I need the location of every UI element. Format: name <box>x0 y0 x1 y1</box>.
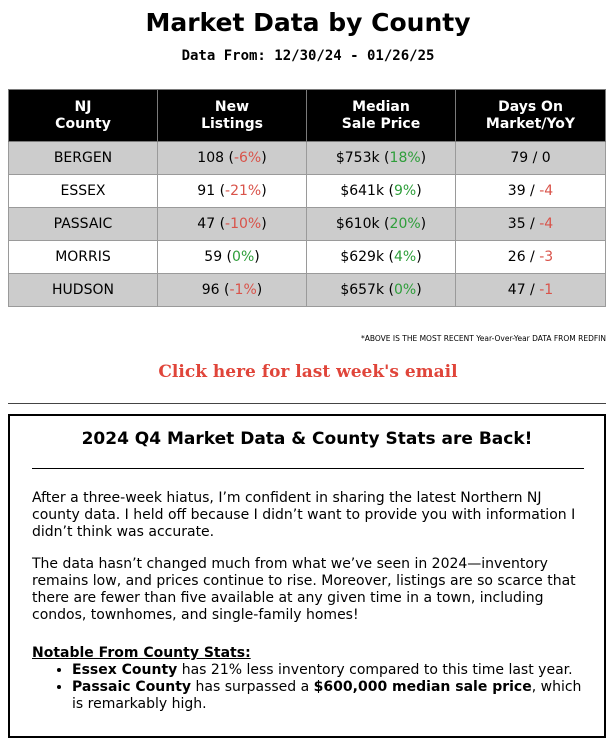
days-change: -1 <box>539 282 554 298</box>
price-change: 4% <box>393 249 417 265</box>
column-header-county: NJ County <box>9 90 158 142</box>
table-row <box>9 142 606 175</box>
days-change: -4 <box>539 183 554 199</box>
days-change: -3 <box>539 249 554 265</box>
listings-change: -6% <box>233 150 262 166</box>
article-title: 2024 Q4 Market Data & County Stats are Back! <box>81 429 533 449</box>
county-cell: HUDSON <box>9 274 158 307</box>
days-cell: 35 / -4 <box>456 208 606 241</box>
table-row <box>9 175 606 208</box>
notable-heading: Notable From County Stats: <box>32 645 251 661</box>
days-cell: 39 / -4 <box>456 175 606 208</box>
article-divider <box>32 468 584 469</box>
page-title: Market Data by County <box>145 8 471 37</box>
listings-change: -1% <box>229 282 257 298</box>
county-cell: ESSEX <box>9 175 158 208</box>
listings-change: 0% <box>232 249 255 265</box>
column-header-price: Median Sale Price <box>307 90 456 142</box>
section-divider <box>8 403 606 404</box>
price-change: 20% <box>389 216 421 232</box>
date-range: Data From: 12/30/24 - 01/26/25 <box>181 48 435 64</box>
price-cell: $753k (18%) <box>307 142 456 175</box>
listings-change: -10% <box>225 216 262 232</box>
county-cell: BERGEN <box>9 142 158 175</box>
county-data-table <box>8 89 606 307</box>
listings-cell: 47 (-10%) <box>158 208 307 241</box>
notable-list <box>32 662 588 713</box>
days-change: -4 <box>539 216 554 232</box>
listings-cell: 96 (-1%) <box>158 274 307 307</box>
listings-cell: 108 (-6%) <box>158 142 307 175</box>
days-cell: 26 / -3 <box>456 241 606 274</box>
listings-cell: 59 (0%) <box>158 241 307 274</box>
price-cell: $610k (20%) <box>307 208 456 241</box>
listings-change: -21% <box>225 183 262 199</box>
table-row <box>9 241 606 274</box>
article-paragraph: After a three-week hiatus, I’m confident in sharing the latest Northern NJ county data. I held off because I didn’t want to provide you with information I didn’t think was accurate. <box>32 490 576 540</box>
table-row <box>9 274 606 307</box>
last-week-email-link[interactable]: Click here for last week's email <box>158 362 458 382</box>
price-cell: $657k (0%) <box>307 274 456 307</box>
table-header-row <box>9 90 606 142</box>
price-cell: $641k (9%) <box>307 175 456 208</box>
list-item: • Essex County has 21% less inventory compared to this time last year. <box>72 662 588 679</box>
days-cell: 79 / 0 <box>456 142 606 175</box>
redfin-footnote: *ABOVE IS THE MOST RECENT Year-Over-Year DATA FROM REDFIN <box>360 334 606 343</box>
price-change: 18% <box>389 150 421 166</box>
county-cell: MORRIS <box>9 241 158 274</box>
column-header-days: Days On Market/YoY <box>456 90 606 142</box>
column-header-listings: New Listings <box>158 90 307 142</box>
price-change: 9% <box>393 183 417 199</box>
price-change: 0% <box>393 282 417 298</box>
listings-cell: 91 (-21%) <box>158 175 307 208</box>
article-paragraph: The data hasn’t changed much from what we’ve seen in 2024—inventory remains low, and prices continue to rise. Moreover, listings are so scarce that there are fewer than five available at any given time in a town, including condos, townhomes, and single-family homes! <box>32 556 576 623</box>
list-item: • Passaic County has surpassed a $600,000 median sale price, which is remarkably high. <box>72 679 588 713</box>
table-row <box>9 208 606 241</box>
days-change: 0 <box>541 150 551 166</box>
county-cell: PASSAIC <box>9 208 158 241</box>
price-cell: $629k (4%) <box>307 241 456 274</box>
days-cell: 47 / -1 <box>456 274 606 307</box>
article-box <box>8 414 606 738</box>
